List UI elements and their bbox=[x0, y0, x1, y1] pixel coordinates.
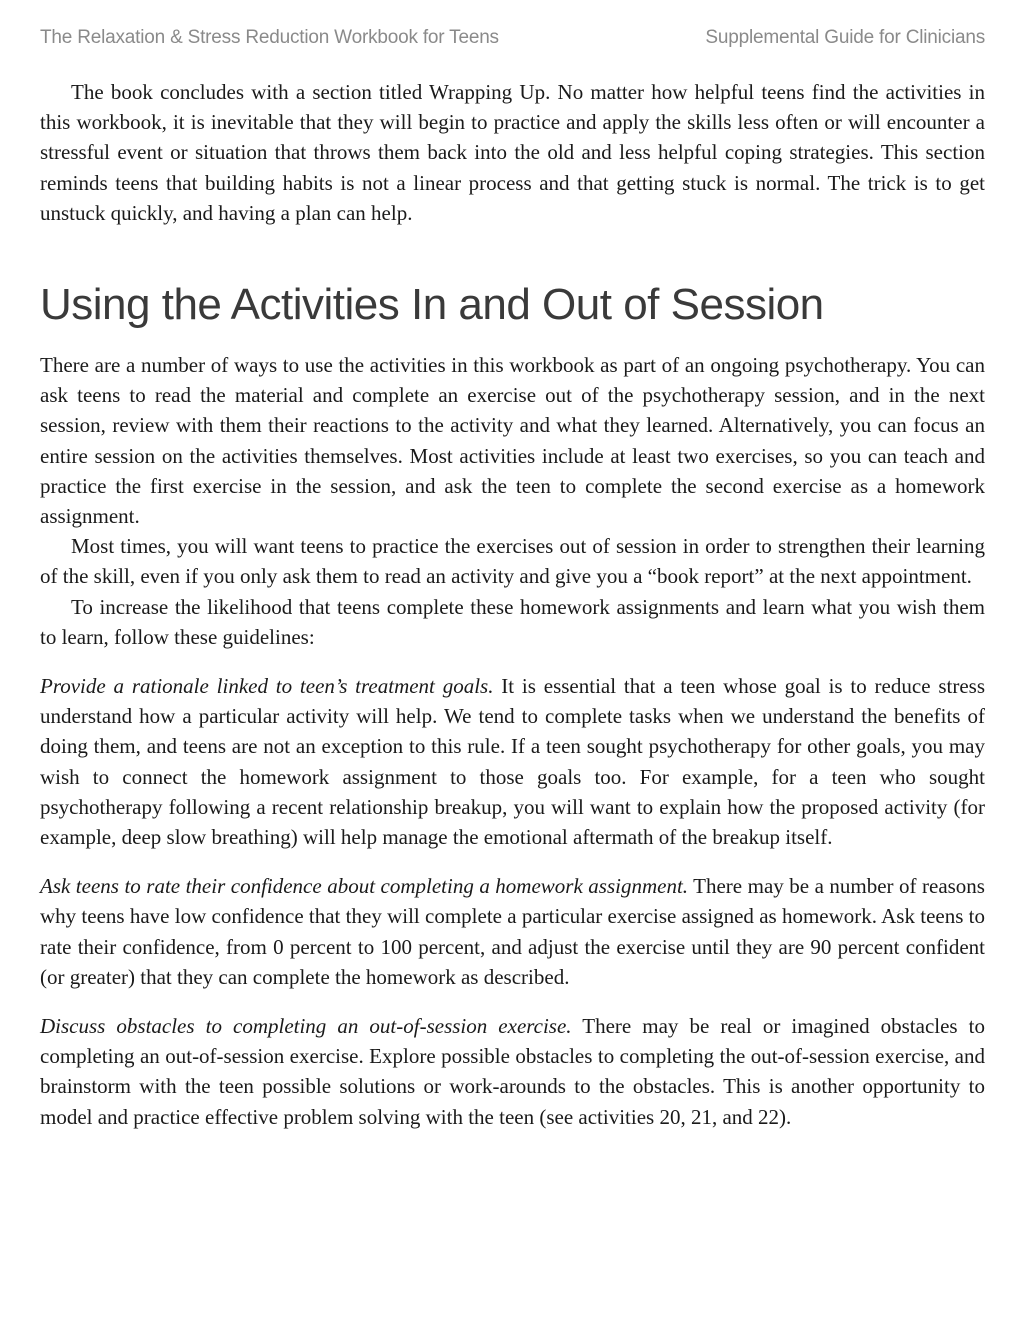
guideline-text: It is essential that a teen whose goal is to reduce stress understand how a particular activity will help. We tend to complete tasks when we understand the benefits of doing them, and teens are not an exception to this rule. If a teen sought psychotherapy for other goals, you may wish to connect the homework assignment to those goals too. For example, for a teen who sought psychotherapy following a recent relationship breakup, you will want to explain how the proposed activity (for example, deep slow breathing) will help manage the emotional aftermath of the breakup itself. bbox=[40, 674, 985, 850]
guideline-obstacles bbox=[40, 1011, 985, 1132]
paragraph-guidelines-intro: To increase the likelihood that teens complete these homework assignments and learn what you wish them to learn, follow these guidelines: bbox=[40, 594, 985, 649]
intro-paragraph: The book concludes with a section titled Wrapping Up. No matter how helpful teens find the activities in this workbook, it is inevitable that they will begin to practice and apply the skills less often or will encounter a stressful event or situation that throws them back into the old and less helpful coping strategies. This section reminds teens that building habits is not a linear process and that getting stuck is normal. The trick is to get unstuck quickly, and having a plan can help. bbox=[40, 80, 985, 225]
section-body bbox=[40, 350, 985, 1132]
guideline-lead: Ask teens to rate their confidence about completing a homework assignment. bbox=[40, 874, 689, 899]
paragraph-ways-to-use: There are a number of ways to use the activities in this workbook as part of an ongoing psychotherapy. You can ask teens to read the material and complete an exercise out of the psychotherapy session, and in the next session, review with them their reactions to the activity and what they learned. Alternatively, you can focus an entire session on the activities themselves. Most activities include at least two exercises, so you can teach and practice the first exercise in the session, and ask the teen to complete the second exercise as a homework assignment. bbox=[40, 353, 985, 529]
paragraph-out-of-session: Most times, you will want teens to practice the exercises out of session in order to strengthen their learning of the skill, even if you only ask them to read an activity and give you a “book report” at the next appointment. bbox=[40, 534, 985, 589]
section-heading: Using the Activities In and Out of Session bbox=[40, 280, 824, 329]
guideline-rationale bbox=[40, 671, 985, 852]
guideline-lead: Discuss obstacles to completing an out-of-session exercise. bbox=[40, 1014, 572, 1039]
intro-block bbox=[40, 77, 985, 228]
guideline-confidence bbox=[40, 871, 985, 992]
running-header bbox=[40, 27, 985, 49]
guideline-text: There may be a number of reasons why teens have low confidence that they will complete a particular exercise assigned as homework. Ask teens to rate their confidence, from 0 percent to 100 percent, and adjust the exercise until they are 90 percent confident (or greater) that they can complete the homework as described. bbox=[40, 874, 985, 989]
guideline-lead: Provide a rationale linked to teen’s treatment goals. bbox=[40, 674, 494, 699]
header-book-title: The Relaxation & Stress Reduction Workbook for Teens bbox=[40, 27, 499, 48]
header-guide-title: Supplemental Guide for Clinicians bbox=[705, 27, 985, 48]
guideline-text: There may be real or imagined obstacles to completing an out-of-session exercise. Explore possible obstacles to completing the out-of-session exercise, and brainstorm with the teen possible solutions or work-arounds to the obstacles. This is another opportunity to model and practice effective problem solving with the teen (see activities 20, 21, and 22). bbox=[40, 1014, 985, 1129]
